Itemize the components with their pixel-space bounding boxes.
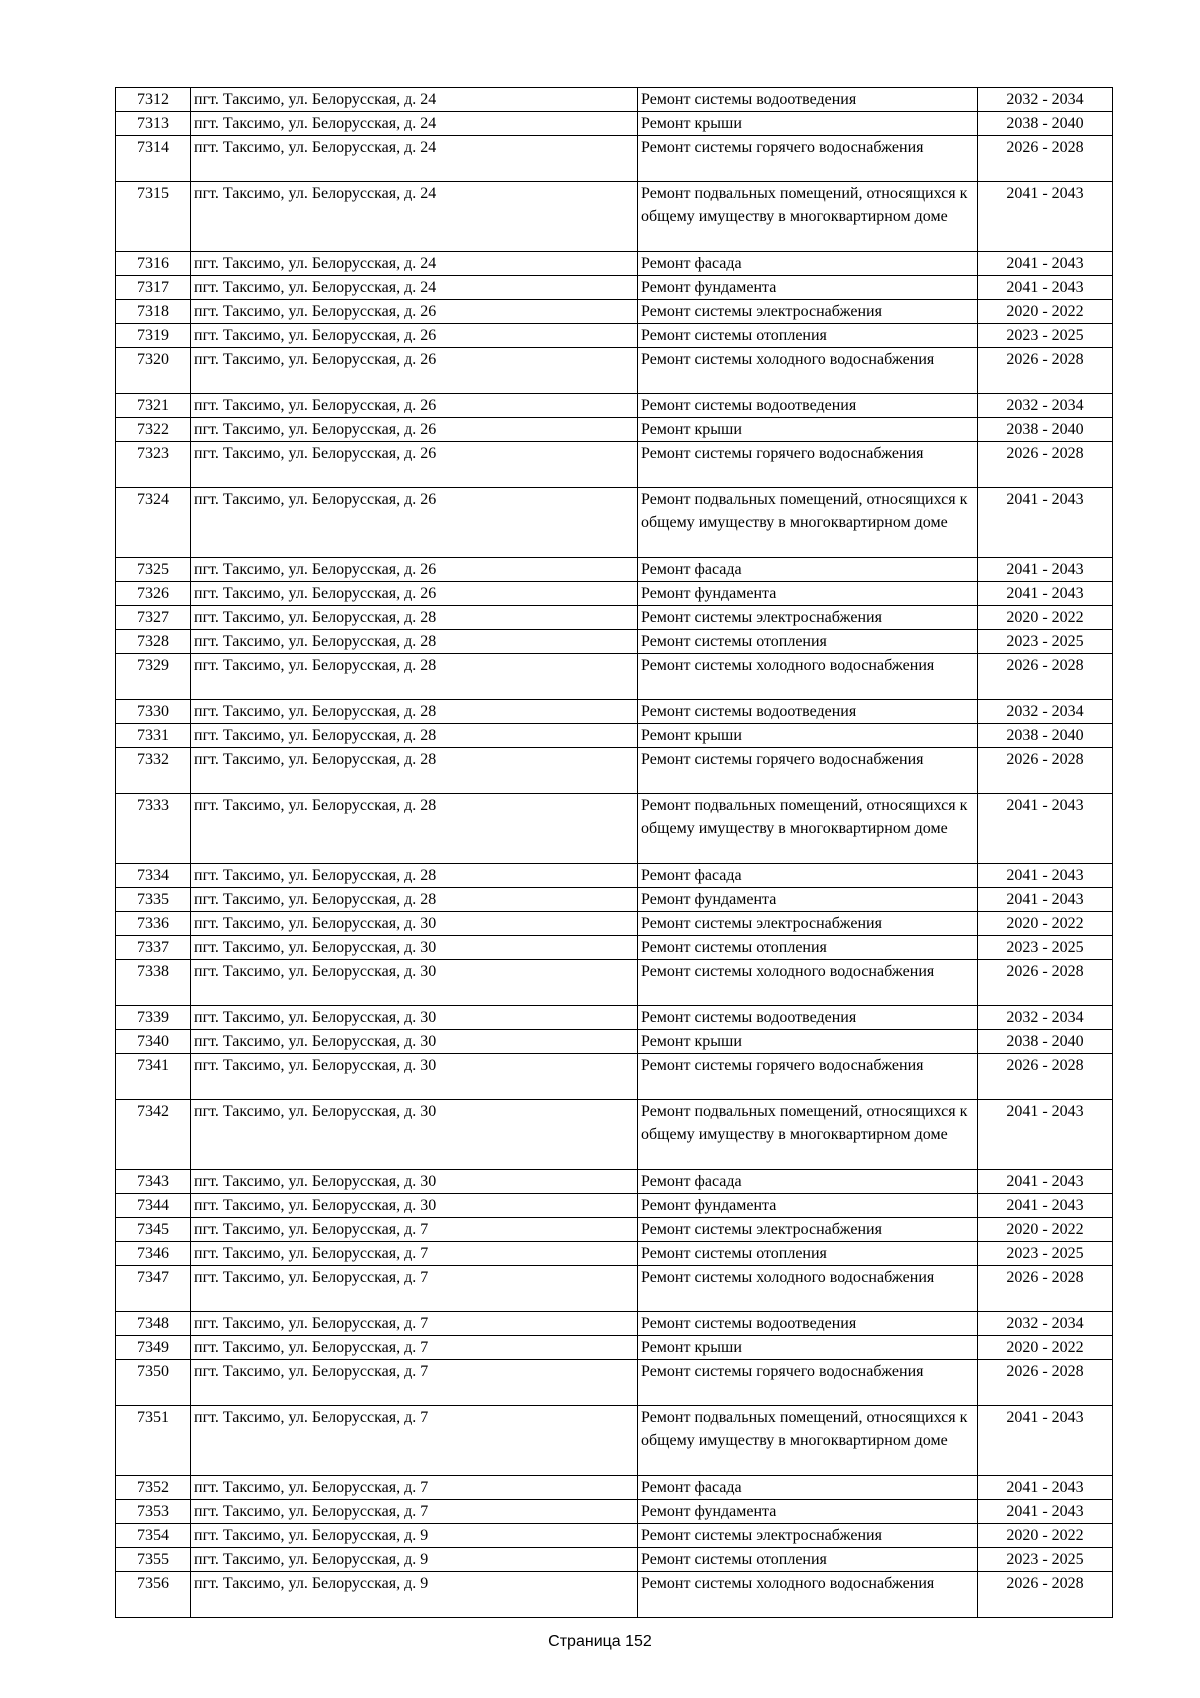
table-row bbox=[116, 136, 1113, 182]
repair-schedule-table bbox=[115, 87, 1113, 1618]
row-number-cell: 7314 bbox=[116, 136, 191, 182]
work-type-cell: Ремонт системы водоотведения bbox=[638, 700, 978, 724]
work-type-cell: Ремонт крыши bbox=[638, 418, 978, 442]
row-number-cell: 7347 bbox=[116, 1266, 191, 1312]
row-number-cell: 7351 bbox=[116, 1406, 191, 1476]
table-row bbox=[116, 912, 1113, 936]
address-cell: пгт. Таксимо, ул. Белорусская, д. 28 bbox=[191, 606, 638, 630]
work-type-cell: Ремонт системы горячего водоснабжения bbox=[638, 1054, 978, 1100]
address-cell: пгт. Таксимо, ул. Белорусская, д. 30 bbox=[191, 1100, 638, 1170]
address-cell: пгт. Таксимо, ул. Белорусская, д. 28 bbox=[191, 888, 638, 912]
table-row bbox=[116, 1336, 1113, 1360]
work-type-cell: Ремонт системы холодного водоснабжения bbox=[638, 654, 978, 700]
address-cell: пгт. Таксимо, ул. Белорусская, д. 30 bbox=[191, 912, 638, 936]
table-row bbox=[116, 936, 1113, 960]
work-type-cell: Ремонт системы отопления bbox=[638, 1548, 978, 1572]
address-cell: пгт. Таксимо, ул. Белорусская, д. 28 bbox=[191, 794, 638, 864]
table-row bbox=[116, 654, 1113, 700]
row-number-cell: 7321 bbox=[116, 394, 191, 418]
period-cell: 2026 - 2028 bbox=[978, 348, 1113, 394]
period-cell: 2023 - 2025 bbox=[978, 1548, 1113, 1572]
period-cell: 2026 - 2028 bbox=[978, 1572, 1113, 1618]
address-cell: пгт. Таксимо, ул. Белорусская, д. 7 bbox=[191, 1242, 638, 1266]
table-row bbox=[116, 112, 1113, 136]
table-row bbox=[116, 1572, 1113, 1618]
work-type-cell: Ремонт фундамента bbox=[638, 276, 978, 300]
address-cell: пгт. Таксимо, ул. Белорусская, д. 30 bbox=[191, 1194, 638, 1218]
table-row bbox=[116, 606, 1113, 630]
period-cell: 2041 - 2043 bbox=[978, 888, 1113, 912]
table-row bbox=[116, 960, 1113, 1006]
address-cell: пгт. Таксимо, ул. Белорусская, д. 7 bbox=[191, 1476, 638, 1500]
table-row bbox=[116, 1360, 1113, 1406]
period-cell: 2041 - 2043 bbox=[978, 1500, 1113, 1524]
row-number-cell: 7349 bbox=[116, 1336, 191, 1360]
table-row bbox=[116, 182, 1113, 252]
table-row bbox=[116, 442, 1113, 488]
row-number-cell: 7318 bbox=[116, 300, 191, 324]
address-cell: пгт. Таксимо, ул. Белорусская, д. 9 bbox=[191, 1548, 638, 1572]
work-type-cell: Ремонт системы холодного водоснабжения bbox=[638, 960, 978, 1006]
period-cell: 2032 - 2034 bbox=[978, 394, 1113, 418]
row-number-cell: 7329 bbox=[116, 654, 191, 700]
work-type-cell: Ремонт фасада bbox=[638, 1476, 978, 1500]
work-type-cell: Ремонт системы холодного водоснабжения bbox=[638, 1266, 978, 1312]
table-row bbox=[116, 276, 1113, 300]
row-number-cell: 7328 bbox=[116, 630, 191, 654]
period-cell: 2032 - 2034 bbox=[978, 88, 1113, 112]
period-cell: 2023 - 2025 bbox=[978, 324, 1113, 348]
period-cell: 2032 - 2034 bbox=[978, 1312, 1113, 1336]
address-cell: пгт. Таксимо, ул. Белорусская, д. 28 bbox=[191, 748, 638, 794]
address-cell: пгт. Таксимо, ул. Белорусская, д. 7 bbox=[191, 1360, 638, 1406]
work-type-cell: Ремонт системы отопления bbox=[638, 324, 978, 348]
row-number-cell: 7356 bbox=[116, 1572, 191, 1618]
work-type-cell: Ремонт подвальных помещений, относящихся к общему имуществу в многоквартирном доме bbox=[638, 1406, 978, 1476]
period-cell: 2032 - 2034 bbox=[978, 1006, 1113, 1030]
address-cell: пгт. Таксимо, ул. Белорусская, д. 24 bbox=[191, 112, 638, 136]
table-row bbox=[116, 1100, 1113, 1170]
period-cell: 2026 - 2028 bbox=[978, 748, 1113, 794]
table-row bbox=[116, 1170, 1113, 1194]
period-cell: 2041 - 2043 bbox=[978, 1100, 1113, 1170]
row-number-cell: 7341 bbox=[116, 1054, 191, 1100]
table-row bbox=[116, 1476, 1113, 1500]
address-cell: пгт. Таксимо, ул. Белорусская, д. 28 bbox=[191, 724, 638, 748]
row-number-cell: 7355 bbox=[116, 1548, 191, 1572]
row-number-cell: 7338 bbox=[116, 960, 191, 1006]
row-number-cell: 7331 bbox=[116, 724, 191, 748]
period-cell: 2026 - 2028 bbox=[978, 136, 1113, 182]
work-type-cell: Ремонт фундамента bbox=[638, 888, 978, 912]
period-cell: 2023 - 2025 bbox=[978, 936, 1113, 960]
address-cell: пгт. Таксимо, ул. Белорусская, д. 9 bbox=[191, 1524, 638, 1548]
period-cell: 2041 - 2043 bbox=[978, 276, 1113, 300]
address-cell: пгт. Таксимо, ул. Белорусская, д. 7 bbox=[191, 1266, 638, 1312]
address-cell: пгт. Таксимо, ул. Белорусская, д. 7 bbox=[191, 1218, 638, 1242]
row-number-cell: 7312 bbox=[116, 88, 191, 112]
table-body bbox=[116, 88, 1113, 1618]
table-row bbox=[116, 700, 1113, 724]
row-number-cell: 7322 bbox=[116, 418, 191, 442]
table-row bbox=[116, 488, 1113, 558]
work-type-cell: Ремонт системы отопления bbox=[638, 936, 978, 960]
table-row bbox=[116, 1194, 1113, 1218]
table-row bbox=[116, 1312, 1113, 1336]
row-number-cell: 7335 bbox=[116, 888, 191, 912]
address-cell: пгт. Таксимо, ул. Белорусская, д. 30 bbox=[191, 1054, 638, 1100]
table-row bbox=[116, 252, 1113, 276]
table-row bbox=[116, 794, 1113, 864]
period-cell: 2020 - 2022 bbox=[978, 1336, 1113, 1360]
work-type-cell: Ремонт подвальных помещений, относящихся к общему имуществу в многоквартирном доме bbox=[638, 488, 978, 558]
address-cell: пгт. Таксимо, ул. Белорусская, д. 30 bbox=[191, 1006, 638, 1030]
period-cell: 2041 - 2043 bbox=[978, 1406, 1113, 1476]
address-cell: пгт. Таксимо, ул. Белорусская, д. 26 bbox=[191, 394, 638, 418]
table-row bbox=[116, 1242, 1113, 1266]
row-number-cell: 7340 bbox=[116, 1030, 191, 1054]
row-number-cell: 7342 bbox=[116, 1100, 191, 1170]
table-row bbox=[116, 724, 1113, 748]
work-type-cell: Ремонт системы электроснабжения bbox=[638, 606, 978, 630]
work-type-cell: Ремонт фасада bbox=[638, 558, 978, 582]
work-type-cell: Ремонт фундамента bbox=[638, 1194, 978, 1218]
table-row bbox=[116, 1006, 1113, 1030]
row-number-cell: 7345 bbox=[116, 1218, 191, 1242]
period-cell: 2032 - 2034 bbox=[978, 700, 1113, 724]
work-type-cell: Ремонт системы водоотведения bbox=[638, 1312, 978, 1336]
table-row bbox=[116, 1500, 1113, 1524]
work-type-cell: Ремонт системы электроснабжения bbox=[638, 912, 978, 936]
period-cell: 2041 - 2043 bbox=[978, 1476, 1113, 1500]
work-type-cell: Ремонт системы горячего водоснабжения bbox=[638, 136, 978, 182]
address-cell: пгт. Таксимо, ул. Белорусская, д. 28 bbox=[191, 700, 638, 724]
work-type-cell: Ремонт системы электроснабжения bbox=[638, 300, 978, 324]
address-cell: пгт. Таксимо, ул. Белорусская, д. 26 bbox=[191, 300, 638, 324]
address-cell: пгт. Таксимо, ул. Белорусская, д. 7 bbox=[191, 1500, 638, 1524]
table-row bbox=[116, 630, 1113, 654]
period-cell: 2020 - 2022 bbox=[978, 606, 1113, 630]
address-cell: пгт. Таксимо, ул. Белорусская, д. 7 bbox=[191, 1406, 638, 1476]
address-cell: пгт. Таксимо, ул. Белорусская, д. 28 bbox=[191, 630, 638, 654]
row-number-cell: 7323 bbox=[116, 442, 191, 488]
row-number-cell: 7352 bbox=[116, 1476, 191, 1500]
table-row bbox=[116, 1524, 1113, 1548]
table-row bbox=[116, 888, 1113, 912]
table-row bbox=[116, 1406, 1113, 1476]
row-number-cell: 7320 bbox=[116, 348, 191, 394]
period-cell: 2041 - 2043 bbox=[978, 1170, 1113, 1194]
address-cell: пгт. Таксимо, ул. Белорусская, д. 30 bbox=[191, 936, 638, 960]
period-cell: 2020 - 2022 bbox=[978, 300, 1113, 324]
table-row bbox=[116, 1030, 1113, 1054]
work-type-cell: Ремонт крыши bbox=[638, 1030, 978, 1054]
work-type-cell: Ремонт системы горячего водоснабжения bbox=[638, 442, 978, 488]
address-cell: пгт. Таксимо, ул. Белорусская, д. 7 bbox=[191, 1312, 638, 1336]
address-cell: пгт. Таксимо, ул. Белорусская, д. 24 bbox=[191, 252, 638, 276]
address-cell: пгт. Таксимо, ул. Белорусская, д. 24 bbox=[191, 182, 638, 252]
period-cell: 2038 - 2040 bbox=[978, 1030, 1113, 1054]
table-row bbox=[116, 558, 1113, 582]
period-cell: 2038 - 2040 bbox=[978, 418, 1113, 442]
period-cell: 2038 - 2040 bbox=[978, 112, 1113, 136]
table-row bbox=[116, 348, 1113, 394]
work-type-cell: Ремонт крыши bbox=[638, 112, 978, 136]
row-number-cell: 7325 bbox=[116, 558, 191, 582]
work-type-cell: Ремонт системы электроснабжения bbox=[638, 1218, 978, 1242]
work-type-cell: Ремонт системы холодного водоснабжения bbox=[638, 1572, 978, 1618]
address-cell: пгт. Таксимо, ул. Белорусская, д. 24 bbox=[191, 276, 638, 300]
period-cell: 2020 - 2022 bbox=[978, 1524, 1113, 1548]
work-type-cell: Ремонт системы холодного водоснабжения bbox=[638, 348, 978, 394]
page-number: Страница 152 bbox=[548, 1633, 652, 1650]
row-number-cell: 7350 bbox=[116, 1360, 191, 1406]
row-number-cell: 7316 bbox=[116, 252, 191, 276]
row-number-cell: 7353 bbox=[116, 1500, 191, 1524]
work-type-cell: Ремонт системы горячего водоснабжения bbox=[638, 748, 978, 794]
table-row bbox=[116, 1218, 1113, 1242]
period-cell: 2026 - 2028 bbox=[978, 1266, 1113, 1312]
work-type-cell: Ремонт фундамента bbox=[638, 582, 978, 606]
address-cell: пгт. Таксимо, ул. Белорусская, д. 28 bbox=[191, 864, 638, 888]
address-cell: пгт. Таксимо, ул. Белорусская, д. 26 bbox=[191, 442, 638, 488]
table-row bbox=[116, 1266, 1113, 1312]
table-row bbox=[116, 418, 1113, 442]
address-cell: пгт. Таксимо, ул. Белорусская, д. 26 bbox=[191, 324, 638, 348]
work-type-cell: Ремонт крыши bbox=[638, 1336, 978, 1360]
address-cell: пгт. Таксимо, ул. Белорусская, д. 26 bbox=[191, 582, 638, 606]
address-cell: пгт. Таксимо, ул. Белорусская, д. 26 bbox=[191, 558, 638, 582]
period-cell: 2041 - 2043 bbox=[978, 252, 1113, 276]
table-row bbox=[116, 864, 1113, 888]
period-cell: 2026 - 2028 bbox=[978, 960, 1113, 1006]
row-number-cell: 7317 bbox=[116, 276, 191, 300]
period-cell: 2023 - 2025 bbox=[978, 630, 1113, 654]
table-row bbox=[116, 1548, 1113, 1572]
address-cell: пгт. Таксимо, ул. Белорусская, д. 30 bbox=[191, 960, 638, 1006]
period-cell: 2041 - 2043 bbox=[978, 488, 1113, 558]
table-row bbox=[116, 582, 1113, 606]
address-cell: пгт. Таксимо, ул. Белорусская, д. 26 bbox=[191, 488, 638, 558]
period-cell: 2026 - 2028 bbox=[978, 1054, 1113, 1100]
work-type-cell: Ремонт фасада bbox=[638, 252, 978, 276]
row-number-cell: 7333 bbox=[116, 794, 191, 864]
row-number-cell: 7326 bbox=[116, 582, 191, 606]
row-number-cell: 7315 bbox=[116, 182, 191, 252]
period-cell: 2041 - 2043 bbox=[978, 558, 1113, 582]
row-number-cell: 7354 bbox=[116, 1524, 191, 1548]
address-cell: пгт. Таксимо, ул. Белорусская, д. 9 bbox=[191, 1572, 638, 1618]
row-number-cell: 7336 bbox=[116, 912, 191, 936]
row-number-cell: 7339 bbox=[116, 1006, 191, 1030]
address-cell: пгт. Таксимо, ул. Белорусская, д. 30 bbox=[191, 1030, 638, 1054]
row-number-cell: 7313 bbox=[116, 112, 191, 136]
row-number-cell: 7344 bbox=[116, 1194, 191, 1218]
table-row bbox=[116, 324, 1113, 348]
work-type-cell: Ремонт системы отопления bbox=[638, 630, 978, 654]
period-cell: 2041 - 2043 bbox=[978, 182, 1113, 252]
work-type-cell: Ремонт системы водоотведения bbox=[638, 394, 978, 418]
work-type-cell: Ремонт системы водоотведения bbox=[638, 1006, 978, 1030]
work-type-cell: Ремонт фундамента bbox=[638, 1500, 978, 1524]
address-cell: пгт. Таксимо, ул. Белорусская, д. 26 bbox=[191, 418, 638, 442]
period-cell: 2026 - 2028 bbox=[978, 442, 1113, 488]
work-type-cell: Ремонт подвальных помещений, относящихся к общему имуществу в многоквартирном доме bbox=[638, 182, 978, 252]
address-cell: пгт. Таксимо, ул. Белорусская, д. 24 bbox=[191, 88, 638, 112]
work-type-cell: Ремонт фасада bbox=[638, 864, 978, 888]
work-type-cell: Ремонт системы горячего водоснабжения bbox=[638, 1360, 978, 1406]
row-number-cell: 7319 bbox=[116, 324, 191, 348]
period-cell: 2020 - 2022 bbox=[978, 912, 1113, 936]
work-type-cell: Ремонт подвальных помещений, относящихся к общему имуществу в многоквартирном доме bbox=[638, 1100, 978, 1170]
table-row bbox=[116, 748, 1113, 794]
address-cell: пгт. Таксимо, ул. Белорусская, д. 24 bbox=[191, 136, 638, 182]
period-cell: 2041 - 2043 bbox=[978, 864, 1113, 888]
table-row bbox=[116, 88, 1113, 112]
work-type-cell: Ремонт крыши bbox=[638, 724, 978, 748]
row-number-cell: 7327 bbox=[116, 606, 191, 630]
row-number-cell: 7346 bbox=[116, 1242, 191, 1266]
work-type-cell: Ремонт системы водоотведения bbox=[638, 88, 978, 112]
period-cell: 2020 - 2022 bbox=[978, 1218, 1113, 1242]
work-type-cell: Ремонт фасада bbox=[638, 1170, 978, 1194]
work-type-cell: Ремонт подвальных помещений, относящихся к общему имуществу в многоквартирном доме bbox=[638, 794, 978, 864]
period-cell: 2041 - 2043 bbox=[978, 1194, 1113, 1218]
address-cell: пгт. Таксимо, ул. Белорусская, д. 7 bbox=[191, 1336, 638, 1360]
table-row bbox=[116, 394, 1113, 418]
period-cell: 2026 - 2028 bbox=[978, 654, 1113, 700]
address-cell: пгт. Таксимо, ул. Белорусская, д. 28 bbox=[191, 654, 638, 700]
table-row bbox=[116, 300, 1113, 324]
row-number-cell: 7348 bbox=[116, 1312, 191, 1336]
period-cell: 2038 - 2040 bbox=[978, 724, 1113, 748]
row-number-cell: 7324 bbox=[116, 488, 191, 558]
work-type-cell: Ремонт системы электроснабжения bbox=[638, 1524, 978, 1548]
period-cell: 2023 - 2025 bbox=[978, 1242, 1113, 1266]
period-cell: 2041 - 2043 bbox=[978, 794, 1113, 864]
address-cell: пгт. Таксимо, ул. Белорусская, д. 30 bbox=[191, 1170, 638, 1194]
row-number-cell: 7343 bbox=[116, 1170, 191, 1194]
row-number-cell: 7332 bbox=[116, 748, 191, 794]
period-cell: 2026 - 2028 bbox=[978, 1360, 1113, 1406]
period-cell: 2041 - 2043 bbox=[978, 582, 1113, 606]
work-type-cell: Ремонт системы отопления bbox=[638, 1242, 978, 1266]
row-number-cell: 7330 bbox=[116, 700, 191, 724]
row-number-cell: 7334 bbox=[116, 864, 191, 888]
table-row bbox=[116, 1054, 1113, 1100]
address-cell: пгт. Таксимо, ул. Белорусская, д. 26 bbox=[191, 348, 638, 394]
row-number-cell: 7337 bbox=[116, 936, 191, 960]
